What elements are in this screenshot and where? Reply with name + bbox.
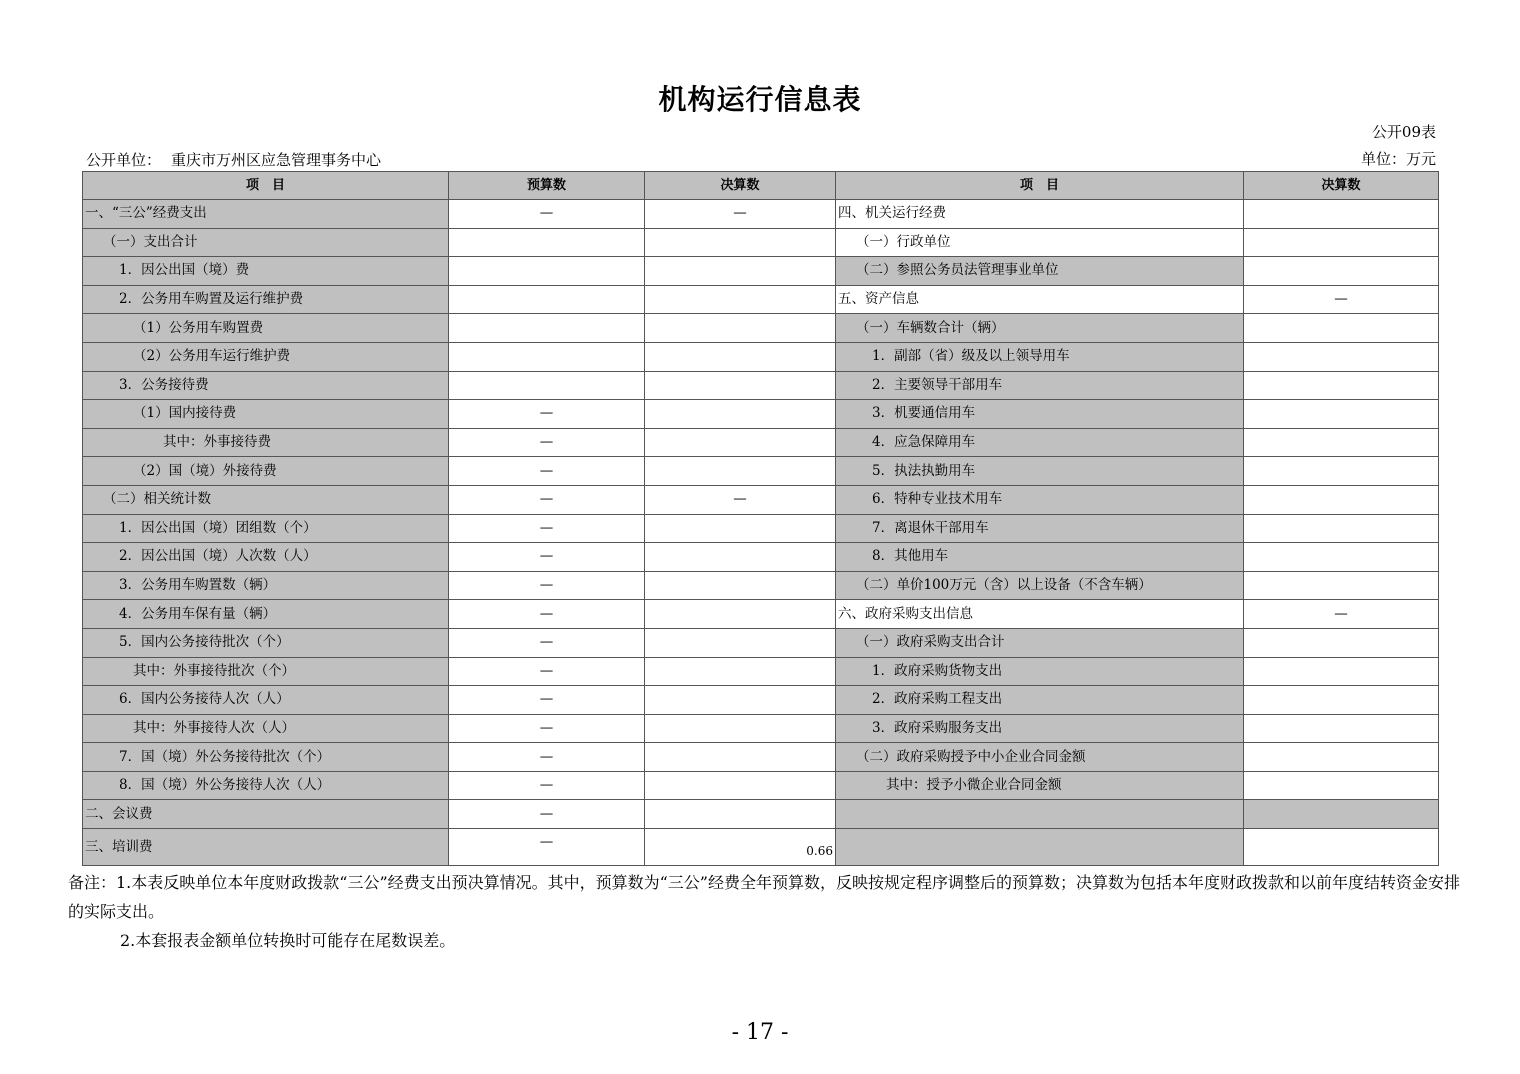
final-value-right [1244,628,1439,657]
header-item-left: 项 目 [83,172,449,200]
budget-value: — [449,514,645,543]
table-row [83,485,1439,514]
budget-value: — [449,485,645,514]
right-item-label: 6．特种专业技术用车 [836,485,1244,514]
page-title: 机构运行信息表 [658,83,862,116]
final-value-left [645,686,836,715]
final-value-right [1244,686,1439,715]
budget-value: — [449,829,645,866]
final-value-right [1244,829,1439,866]
budget-value [449,314,645,343]
final-value-right [1244,800,1439,829]
budget-value [449,285,645,314]
table-row [83,342,1439,371]
right-item-label: （二）政府采购授予中小企业合同金额 [836,743,1244,772]
table-row [83,285,1439,314]
budget-value: — [449,400,645,429]
final-value-right [1244,743,1439,772]
final-value-left [645,285,836,314]
right-item-label: （一）政府采购支出合计 [836,628,1244,657]
page-number: - 17 - [731,1020,789,1045]
left-item-label: 1．因公出国（境）团组数（个） [83,514,449,543]
right-item-label: （一）行政单位 [836,228,1244,257]
budget-value: — [449,657,645,686]
footnotes [68,868,1468,955]
final-value-right [1244,771,1439,800]
final-value-right [1244,314,1439,343]
final-value-left [645,771,836,800]
budget-value: — [449,543,645,572]
footnote-1: 备注：1.本表反映单位本年度财政拨款“三公”经费支出预决算情况。其中，预算数为“三公”经费全年预算数，反映按规定程序调整后的预算数；决算数为包括本年度财政拨款和以前年度结转资金安排的实际支出。 [68,873,1460,921]
left-item-label: 一、“三公”经费支出 [83,200,449,229]
left-item-label: 2．公务用车购置及运行维护费 [83,285,449,314]
budget-value: — [449,743,645,772]
final-value-right [1244,342,1439,371]
final-value-right [1244,657,1439,686]
final-value-left [645,628,836,657]
final-value-left: — [645,200,836,229]
table-row [83,686,1439,715]
table-row [83,600,1439,629]
final-value-right [1244,428,1439,457]
final-value-left [645,600,836,629]
right-item-label [836,800,1244,829]
unit-name: 重庆市万州区应急管理事务中心 [171,151,382,169]
final-value-left [645,257,836,286]
right-item-label: 3．政府采购服务支出 [836,714,1244,743]
left-item-label: 7．国（境）外公务接待批次（个） [83,743,449,772]
final-value-right [1244,714,1439,743]
right-item-label: 3．机要通信用车 [836,400,1244,429]
final-value-right [1244,371,1439,400]
final-value-right [1244,257,1439,286]
final-value-left [645,342,836,371]
final-value-left [645,400,836,429]
right-item-label: 六、政府采购支出信息 [836,600,1244,629]
table-row [83,314,1439,343]
left-item-label: 其中：外事接待费 [83,428,449,457]
final-value-left [645,571,836,600]
budget-value [449,342,645,371]
table-row [83,200,1439,229]
final-value-left [645,800,836,829]
left-item-label: （二）相关统计数 [83,485,449,514]
right-item-label: 2．政府采购工程支出 [836,686,1244,715]
left-item-label: 其中：外事接待批次（个） [83,657,449,686]
final-value-right: — [1244,600,1439,629]
budget-value [449,371,645,400]
left-item-label: 3．公务用车购置数（辆） [83,571,449,600]
table-row [83,800,1439,829]
right-item-label: （二）单价100万元（含）以上设备（不含车辆） [836,571,1244,600]
left-item-label: （一）支出合计 [83,228,449,257]
left-item-label: 三、培训费 [83,829,449,866]
left-item-label: （2）国（境）外接待费 [83,457,449,486]
right-item-label: 4．应急保障用车 [836,428,1244,457]
budget-value: — [449,628,645,657]
right-item-label [836,829,1244,866]
operation-info-table [82,171,1439,866]
table-row [83,714,1439,743]
header-item-right: 项 目 [836,172,1244,200]
budget-value: — [449,457,645,486]
budget-value: — [449,571,645,600]
right-item-label: 2．主要领导干部用车 [836,371,1244,400]
budget-value: — [449,714,645,743]
budget-value: — [449,800,645,829]
header-final-left: 决算数 [645,172,836,200]
table-row [83,228,1439,257]
left-item-label: 二、会议费 [83,800,449,829]
left-item-label: 1．因公出国（境）费 [83,257,449,286]
final-value-right: — [1244,285,1439,314]
final-value-left [645,543,836,572]
final-value-left [645,371,836,400]
table-row [83,514,1439,543]
budget-value: — [449,686,645,715]
table-row [83,628,1439,657]
table-row [83,657,1439,686]
left-item-label: 8．国（境）外公务接待人次（人） [83,771,449,800]
table-row [83,371,1439,400]
budget-value: — [449,200,645,229]
final-value-left: 0.66 [645,829,836,866]
left-item-label: 5．国内公务接待批次（个） [83,628,449,657]
left-item-label: 4．公务用车保有量（辆） [83,600,449,629]
final-value-left [645,228,836,257]
left-item-label: （1）公务用车购置费 [83,314,449,343]
final-value-left [645,428,836,457]
final-value-left [645,514,836,543]
left-item-label: （1）国内接待费 [83,400,449,429]
right-item-label: 7．离退休干部用车 [836,514,1244,543]
final-value-right [1244,514,1439,543]
budget-value: — [449,428,645,457]
footnote-2: 2.本套报表金额单位转换时可能存在尾数误差。 [120,931,456,950]
left-item-label: 6．国内公务接待人次（人） [83,686,449,715]
final-value-right [1244,457,1439,486]
right-item-label: 8．其他用车 [836,543,1244,572]
final-value-left: — [645,485,836,514]
right-item-label: 1．政府采购货物支出 [836,657,1244,686]
table-row [83,771,1439,800]
header-budget: 预算数 [449,172,645,200]
budget-value [449,257,645,286]
budget-value: — [449,771,645,800]
budget-value [449,228,645,257]
table-row [83,829,1439,866]
table-row [83,257,1439,286]
final-value-right [1244,485,1439,514]
table-row [83,543,1439,572]
table-row [83,428,1439,457]
final-value-left [645,314,836,343]
table-row [83,571,1439,600]
right-item-label: 1．副部（省）级及以上领导用车 [836,342,1244,371]
right-item-label: 四、机关运行经费 [836,200,1244,229]
right-item-label: 其中：授予小微企业合同金额 [836,771,1244,800]
final-value-right [1244,200,1439,229]
right-item-label: 5．执法执勤用车 [836,457,1244,486]
left-item-label: （2）公务用车运行维护费 [83,342,449,371]
table-row [83,743,1439,772]
left-item-label: 其中：外事接待人次（人） [83,714,449,743]
final-value-left [645,457,836,486]
unit-label: 公开单位： [86,151,162,169]
table-row [83,457,1439,486]
right-item-label: 五、资产信息 [836,285,1244,314]
final-value-right [1244,400,1439,429]
final-value-right [1244,543,1439,572]
table-body [83,200,1439,866]
currency-unit: 单位：万元 [1360,150,1436,168]
final-value-right [1244,228,1439,257]
header-final-right: 决算数 [1244,172,1439,200]
final-value-left [645,743,836,772]
final-value-left [645,714,836,743]
form-number: 公开09表 [1371,123,1436,141]
final-value-left [645,657,836,686]
table-row [83,400,1439,429]
budget-value: — [449,600,645,629]
final-value-right [1244,571,1439,600]
left-item-label: 3．公务接待费 [83,371,449,400]
right-item-label: （一）车辆数合计（辆） [836,314,1244,343]
right-item-label: （二）参照公务员法管理事业单位 [836,257,1244,286]
table-header-row [83,172,1439,200]
reporting-unit [86,149,381,170]
left-item-label: 2．因公出国（境）人次数（人） [83,543,449,572]
